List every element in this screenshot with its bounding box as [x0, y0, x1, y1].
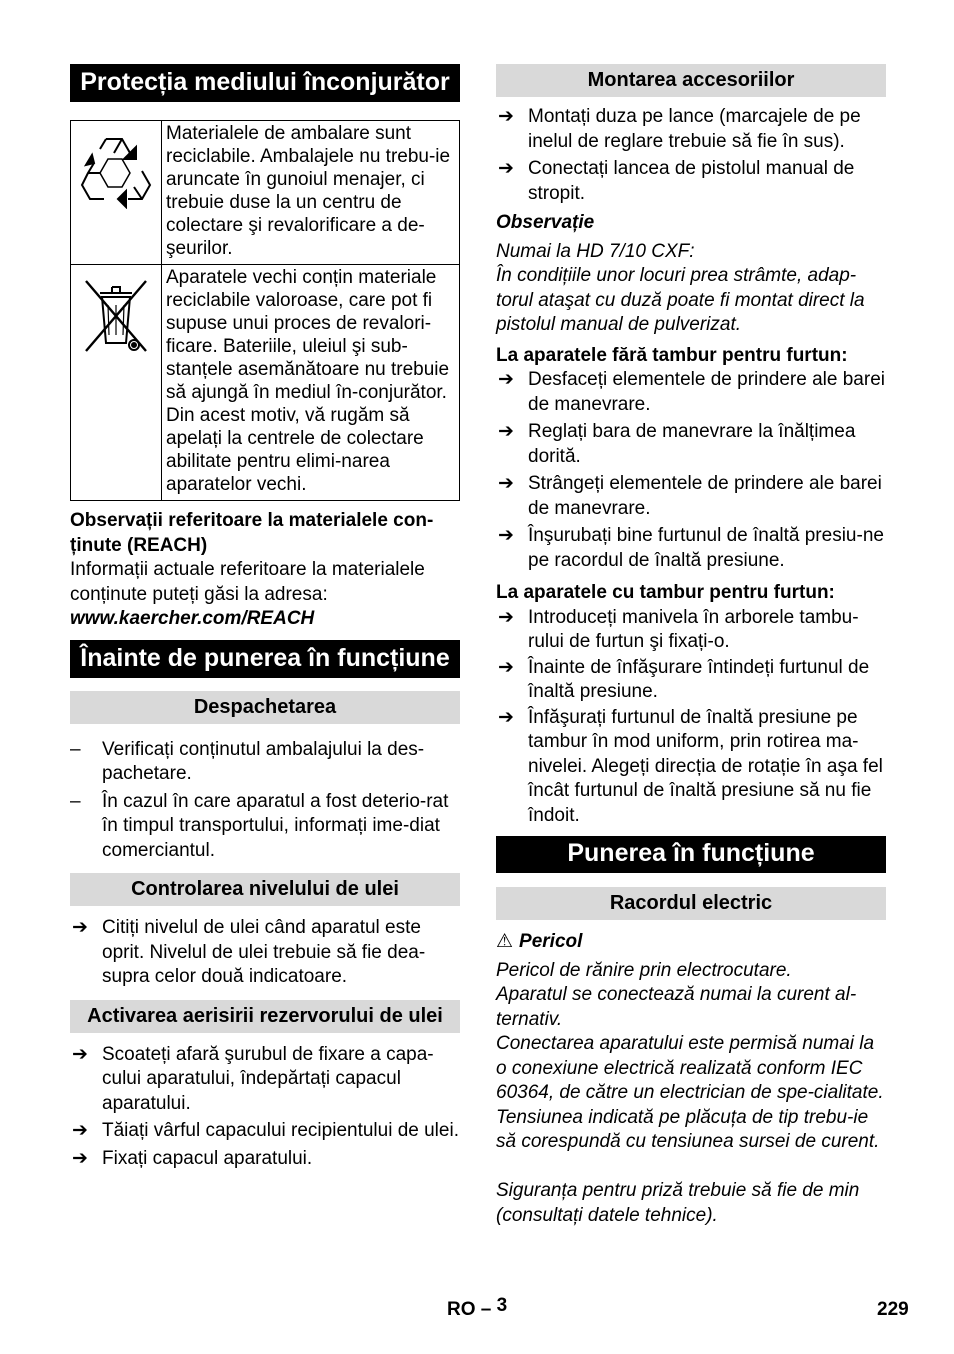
list-item: ➔ Înşurubați bine furtunul de înaltă presiu-ne pe racordul de înaltă presiune.: [498, 525, 884, 571]
danger-title: ⚠ Pericol: [496, 930, 886, 955]
footer-section: [447, 1295, 508, 1323]
section-heading-operation: Punerea în funcțiune: [496, 836, 886, 873]
drum-title: La aparatele cu tambur pentru furtun:: [496, 582, 835, 603]
list-item: ➔ Tăiați vârful capacului recipientului de ulei.: [70, 1119, 460, 1144]
footer-section-page: 3: [496, 1295, 508, 1316]
subheading-oil-level: Controlarea nivelului de ulei: [70, 873, 460, 906]
list-item: ➔ Conectați lancea de pistolul manual de stropit.: [498, 158, 855, 204]
no-drum-list: [496, 368, 886, 573]
page-number: 229: [877, 1299, 909, 1320]
arrow-icon: ➔: [498, 421, 514, 442]
arrow-icon: ➔: [498, 606, 514, 628]
dash-icon: –: [70, 738, 81, 760]
recycle-icon: [78, 129, 154, 209]
list-item: ➔ Fixați capacul aparatului.: [70, 1147, 460, 1172]
table-icon-cell: [71, 265, 162, 501]
table-row: [71, 121, 460, 265]
arrow-icon: ➔: [498, 706, 514, 728]
list-item: ➔ Scoateți afară şurubul de fixare a capa-cului aparatului, îndepărtați capacul aparatului.: [72, 1043, 434, 1114]
section-heading-before-start: Înainte de punerea în funcțiune: [70, 640, 460, 678]
disposal-text: Aparatele vechi conțin materiale reciclabile valoroase, care pot fi supuse unui proces de revalori-ficare. Bateriile, uleiul şi sub-stanțele asemănătoare nu trebuie să ajungă în mediul în-conjurător. Din acest motiv, vă rugăm să apelați la centrele de colectare abilitate pentru elimi-narea aparatelor vechi.: [162, 265, 460, 501]
crossed-bin-icon: [78, 273, 154, 357]
note-line: În condițiile unor locuri prea strâmte, adap-torul ataşat cu duză poate fi montat direct la pistolul manual de pulverizat.: [496, 265, 865, 335]
reach-link[interactable]: www.kaercher.com/REACH: [70, 608, 315, 629]
list-item: ➔ Montați duza pe lance (marcajele de pe inelul de reglare trebuie să fie în sus).: [498, 106, 861, 152]
right-column: [496, 64, 886, 1228]
environment-table: [70, 120, 460, 501]
accessories-list: [496, 105, 886, 206]
section-heading-environment: Protecția mediului înconjurător: [70, 64, 460, 102]
vent-list: [70, 1043, 460, 1172]
subheading-oil-vent: Activarea aerisirii rezervorului de ulei: [70, 1000, 460, 1033]
reach-text: Informații actuale referitoare la materialele conținute puteți găsi la adresa:: [70, 559, 425, 605]
danger-line: Siguranța pentru priză trebuie să fie de min (consultați datele tehnice).: [496, 1180, 860, 1226]
arrow-icon: ➔: [498, 158, 514, 179]
arrow-icon: ➔: [498, 473, 514, 494]
arrow-icon: ➔: [72, 1147, 88, 1169]
list-item: ➔ Desfaceți elementele de prindere ale barei de manevrare.: [498, 369, 885, 415]
table-row: [71, 265, 460, 501]
danger-line: Pericol de rănire prin electrocutare.: [496, 959, 792, 981]
list-item: ➔ Introduceți manivela în arborele tambu-rului de furtun şi fixați-o.: [498, 606, 859, 652]
danger-line: Conectarea aparatului este permisă numai la o conexiune electrică realizată conform IEC 60364, de către un electrician de spe-cialitate.: [496, 1033, 884, 1103]
left-column: [70, 64, 460, 1171]
arrow-icon: ➔: [498, 525, 514, 546]
note-title: Observație: [496, 212, 595, 233]
arrow-icon: ➔: [72, 917, 88, 938]
list-item: ➔ Reglați bara de manevrare la înălțimea dorită.: [498, 421, 856, 467]
drum-list: [496, 606, 886, 829]
danger-line: Tensiunea indicată pe plăcuța de tip trebu-ie să corespundă cu tensiunea sursei de curent.: [496, 1106, 880, 1152]
oil-list: [70, 916, 460, 990]
list-item: ➔ Citiți nivelul de ulei când aparatul este oprit. Nivelul de ulei trebuie să fie dea-supra celor două indicatoare.: [72, 917, 426, 987]
arrow-icon: ➔: [498, 656, 514, 678]
arrow-icon: ➔: [498, 369, 514, 390]
dash-icon: –: [70, 790, 81, 812]
arrow-icon: ➔: [498, 106, 514, 127]
subheading-accessories: Montarea accesoriilor: [496, 64, 886, 97]
no-drum-title: La aparatele fără tambur pentru furtun:: [496, 344, 848, 366]
arrow-icon: ➔: [72, 1120, 88, 1141]
subheading-electric: Racordul electric: [496, 887, 886, 920]
list-item: ➔ Strângeți elementele de prindere ale barei de manevrare.: [498, 473, 882, 519]
warning-icon: ⚠: [496, 931, 514, 952]
recycling-text: Materialele de ambalare sunt reciclabile. Ambalajele nu trebu-ie aruncate în gunoiul menajer, ci trebuie duse la un centru de colectare şi revalorificare a de-şeurilor.: [162, 121, 460, 265]
danger-line: [496, 1155, 886, 1180]
footer-lang: RO: [447, 1299, 476, 1320]
list-item: ➔ Înfăşurați furtunul de înaltă presiune pe tambur în mod uniform, prin rotirea ma-nivelei. Alegeți direcția de rotație în aşa fel încât furtunul de înaltă presiune să nu fie îndoit.: [498, 706, 883, 826]
table-icon-cell: [71, 121, 162, 265]
subheading-unpacking: Despachetarea: [70, 691, 460, 724]
danger-line: Aparatul se conectează numai la curent al-ternativ.: [496, 984, 857, 1030]
unpacking-list: [70, 738, 460, 864]
list-item: – În cazul în care aparatul a fost deterio-rat în timpul transportului, informați ime-diat comerciantul.: [70, 790, 449, 861]
footer-separator: –: [480, 1299, 492, 1320]
reach-title: Observații referitoare la materialele con-ținute (REACH): [70, 510, 434, 556]
list-item: ➔ Înainte de înfăşurare întindeți furtunul de înaltă presiune.: [498, 656, 870, 702]
note-line: Numai la HD 7/10 CXF:: [496, 240, 695, 262]
list-item: – Verificați conținutul ambalajului la des-pachetare.: [70, 738, 425, 784]
arrow-icon: ➔: [72, 1043, 88, 1065]
